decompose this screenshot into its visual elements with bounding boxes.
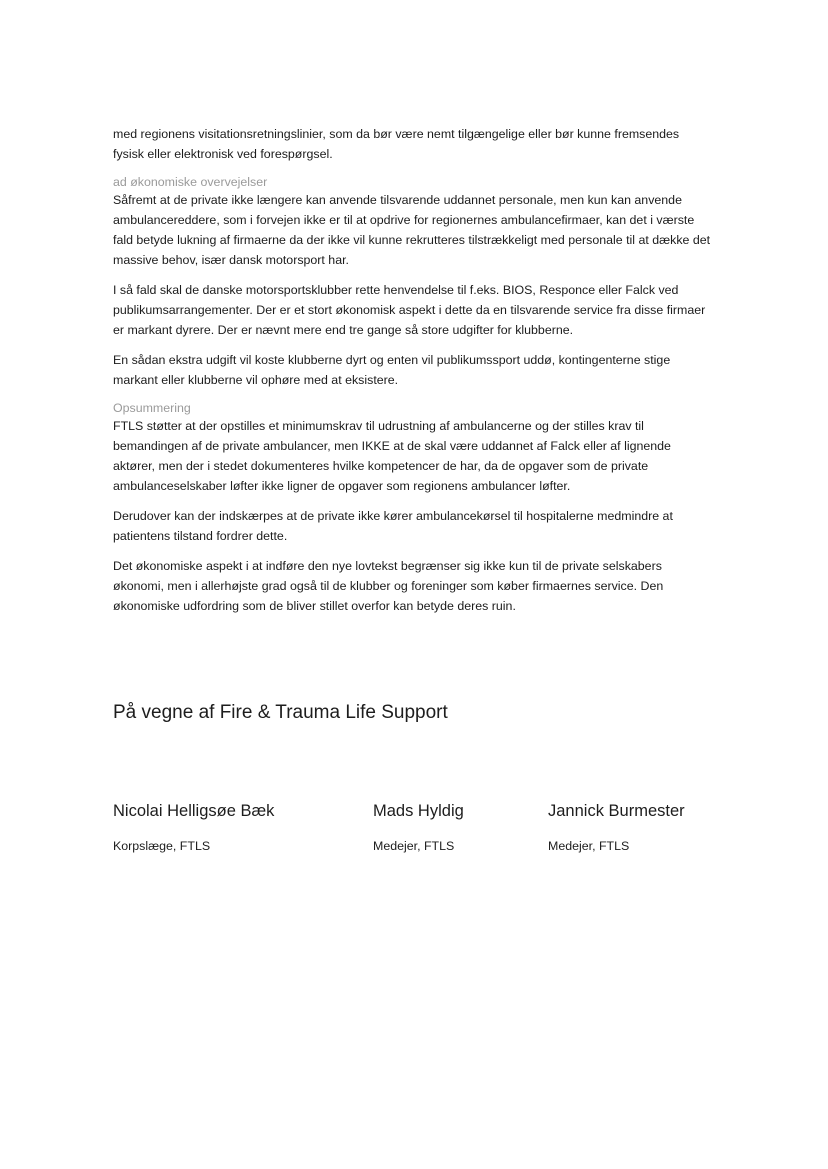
section-economics: [113, 174, 713, 390]
document-body: [113, 124, 713, 626]
economics-paragraph-3: En sådan ekstra udgift vil koste klubberne dyrt og enten vil publikumssport uddø, kontingenterne stige markant eller klubberne vil ophøre med at eksistere.: [113, 353, 671, 387]
summary-paragraph-3: Det økonomiske aspekt i at indføre den nye lovtekst begrænser sig ikke kun til de private selskabers økonomi, men i allerhøjste grad også til de klubber og foreninger som køber firmaernes service. Den økonomiske udfordring som de bliver stillet overfor kan betyde deres ruin.: [113, 559, 664, 613]
signer-block: [113, 801, 274, 855]
economics-paragraph-1: Såfremt at de private ikke længere kan anvende tilsvarende uddannet personale, men kun kan anvende ambulancereddere, som i forvejen ikke er til at opdrive for regionernes ambulancefirmaer, kan det i værste fald betyde lukning af firmaerne da der ikke vil kunne rekrutteres tilstrækkeligt med personale til at dække det massive behov, især dansk motorsport har.: [113, 193, 711, 267]
section-summary: [113, 400, 713, 616]
signer-role: Medejer, FTLS: [373, 839, 455, 853]
section-heading-summary: Opsummering: [113, 401, 191, 415]
signer-name: Nicolai Helligsøe Bæk: [113, 802, 275, 820]
summary-paragraph-2: Derudover kan der indskærpes at de private ikke kører ambulancekørsel til hospitalerne medmindre at patientens tilstand fordrer dette.: [113, 509, 673, 543]
signer-name: Jannick Burmester: [548, 802, 685, 820]
section-heading-economics: ad økonomiske overvejelser: [113, 175, 268, 189]
signer-role: Medejer, FTLS: [548, 839, 630, 853]
signer-block: [548, 801, 685, 855]
signer-role: Korpslæge, FTLS: [113, 839, 211, 853]
intro-paragraph: med regionens visitationsretningslinier, som da bør være nemt tilgængelige eller bør kunne fremsendes fysisk eller elektronisk ved forespørgsel.: [113, 127, 680, 161]
signature-title: På vegne af Fire & Trauma Life Support: [113, 702, 448, 723]
summary-paragraph-1: FTLS støtter at der opstilles et minimumskrav til udrustning af ambulancerne og der stilles krav til bemandingen af de private ambulancer, men IKKE at de skal være uddannet af Falck eller af lignende aktører, men der i stedet dokumenteres hvilke kompetencer de har, da de opgaver som de private ambulanceselskaber løfter ikke ligner de opgaver som regionens ambulancer løfter.: [113, 419, 671, 493]
economics-paragraph-2: I så fald skal de danske motorsportsklubber rette henvendelse til f.eks. BIOS, Responce eller Falck ved publikumsarrangementer. Der er et stort økonomisk aspekt i dette da en tilsvarende service fra disse firmaer er markant dyrere. Der er nævnt mere end tre gange så store udgifter for klubberne.: [113, 283, 706, 337]
signer-name: Mads Hyldig: [373, 802, 464, 820]
signer-block: [373, 801, 464, 855]
